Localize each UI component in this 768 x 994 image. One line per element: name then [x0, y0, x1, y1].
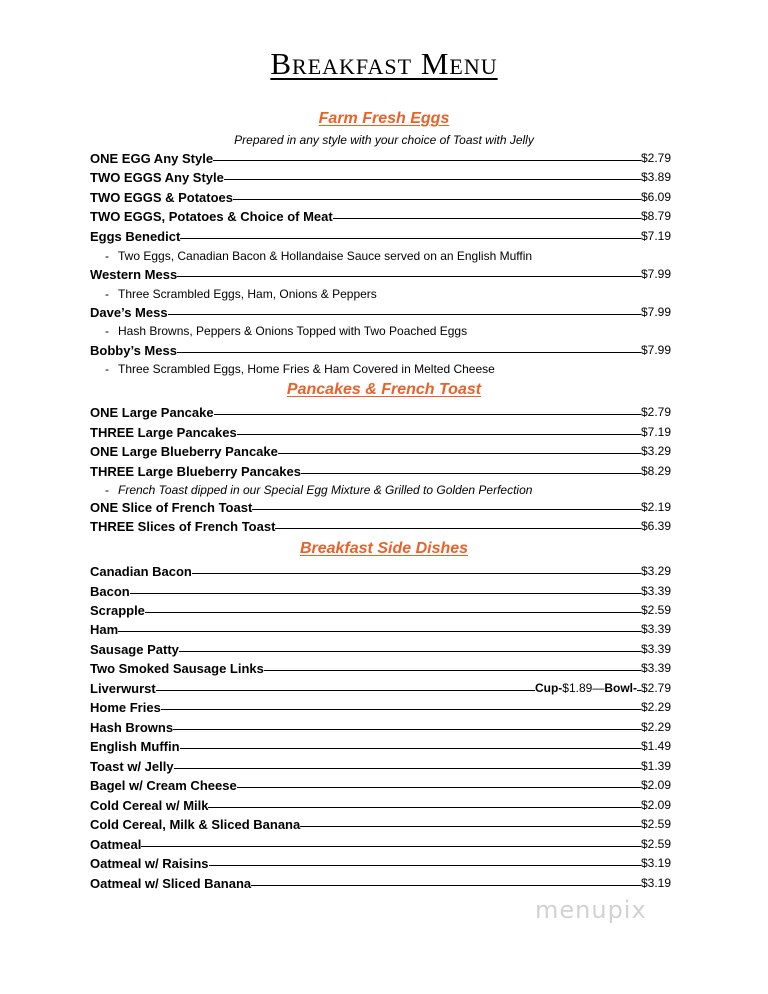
note-dash: -: [105, 483, 109, 497]
item-price: $8.79: [640, 209, 671, 223]
item-price: $8.29: [640, 464, 671, 478]
section-heading-sides: Breakfast Side Dishes: [299, 540, 469, 557]
menu-item: [90, 602, 671, 621]
cup-price: $1.89: [562, 681, 593, 695]
item-price: $2.79: [640, 151, 671, 165]
note-text: Hash Browns, Peppers & Onions Topped with Two Poached Eggs: [118, 324, 468, 338]
item-price: $2.19: [640, 500, 671, 514]
note-dash: -: [105, 287, 109, 301]
item-price: $2.79: [640, 405, 671, 419]
item-price: $2.29: [640, 720, 671, 734]
item-price: $7.19: [640, 425, 671, 439]
menu-item: [90, 777, 671, 796]
item-name: Canadian Bacon: [90, 564, 192, 579]
item-price: $6.09: [640, 190, 671, 204]
item-price: $2.29: [640, 700, 671, 714]
item-price: $6.39: [640, 519, 671, 533]
item-name: Eggs Benedict: [90, 229, 181, 244]
note-text: Three Scrambled Eggs, Home Fries & Ham Covered in Melted Cheese: [118, 362, 495, 376]
item-name: Toast w/ Jelly: [90, 759, 174, 774]
menu-item: [90, 150, 671, 169]
item-price: $7.99: [640, 267, 671, 281]
item-name: THREE Large Pancakes: [90, 425, 237, 440]
item-description: [105, 482, 532, 498]
item-name: Scrapple: [90, 603, 145, 618]
item-name: Cold Cereal, Milk & Sliced Banana: [90, 817, 301, 832]
note-dash: -: [105, 324, 109, 338]
item-name: ONE Large Blueberry Pancake: [90, 444, 278, 459]
item-name: Hash Browns: [90, 720, 174, 735]
menu-item: [90, 304, 671, 323]
menu-item: [90, 875, 671, 894]
item-price: $2.59: [640, 603, 671, 617]
item-price: $3.39: [640, 584, 671, 598]
item-description: [105, 323, 467, 339]
item-name: ONE EGG Any Style: [90, 151, 214, 166]
menu-item: [90, 836, 671, 855]
menu-item: [90, 816, 671, 835]
note-text: Two Eggs, Canadian Bacon & Hollandaise Sauce served on an English Muffin: [118, 249, 533, 263]
item-description: [105, 248, 532, 264]
item-name: Two Smoked Sausage Links: [90, 661, 264, 676]
item-name: TWO EGGS & Potatoes: [90, 190, 234, 205]
item-price: $1.49: [640, 739, 671, 753]
item-price: $3.39: [640, 642, 671, 656]
item-description: [105, 361, 495, 377]
item-price: $7.19: [640, 229, 671, 243]
item-name: Home Fries: [90, 700, 161, 715]
menupix-watermark: menupix: [535, 896, 647, 924]
cup-label: Cup-: [534, 681, 563, 695]
menu-item: [90, 463, 671, 482]
item-name: THREE Slices of French Toast: [90, 519, 276, 534]
menu-title: Breakfast Menu: [270, 46, 498, 81]
item-name: Oatmeal w/ Raisins: [90, 856, 209, 871]
menu-item: [90, 719, 671, 738]
item-price: $2.09: [640, 778, 671, 792]
menu-item: [90, 228, 671, 247]
menu-item: [90, 424, 671, 443]
item-name: ONE Large Pancake: [90, 405, 214, 420]
menu-item: [90, 641, 671, 660]
item-name: Dave’s Mess: [90, 305, 168, 320]
item-price: $1.39: [640, 759, 671, 773]
item-price: $7.99: [640, 343, 671, 357]
menu-item: [90, 169, 671, 188]
item-name: Cold Cereal w/ Milk: [90, 798, 209, 813]
item-name: ONE Slice of French Toast: [90, 500, 253, 515]
item-name: Bagel w/ Cream Cheese: [90, 778, 237, 793]
menu-item: [90, 208, 671, 227]
item-price: $3.29: [640, 564, 671, 578]
menu-item: [90, 342, 671, 361]
item-price: $3.19: [640, 856, 671, 870]
item-price: $3.39: [640, 622, 671, 636]
menu-item: [90, 699, 671, 718]
item-price: $7.99: [640, 305, 671, 319]
item-price: $2.59: [640, 817, 671, 831]
item-name: Liverwurst: [90, 681, 156, 696]
menu-item: [90, 738, 671, 757]
menu-item: [90, 621, 671, 640]
eggs-intro: Prepared in any style with your choice of Toast with Jelly: [234, 133, 534, 147]
item-name: Ham: [90, 622, 119, 637]
note-text: Three Scrambled Eggs, Ham, Onions & Peppers: [118, 287, 377, 301]
menu-item: [90, 499, 671, 518]
item-name: TWO EGGS Any Style: [90, 170, 224, 185]
item-price: $3.89: [640, 170, 671, 184]
item-price: $3.29: [640, 444, 671, 458]
menu-item: [90, 660, 671, 679]
item-name: Oatmeal: [90, 837, 142, 852]
item-name: Oatmeal w/ Sliced Banana: [90, 876, 252, 891]
item-price: $3.39: [640, 661, 671, 675]
item-name: Western Mess: [90, 267, 178, 282]
item-price: $2.59: [640, 837, 671, 851]
menu-item: [90, 266, 671, 285]
item-name: English Muffin: [90, 739, 180, 754]
item-name: Bobby’s Mess: [90, 343, 177, 358]
item-name: Bacon: [90, 584, 130, 599]
menu-item: [90, 758, 671, 777]
item-price: $2.09: [640, 798, 671, 812]
section-heading-pancakes: Pancakes & French Toast: [286, 381, 482, 398]
item-price: $3.19: [640, 876, 671, 890]
cup-bowl-prices: Cup-$1.89—Bowl-: [534, 681, 637, 695]
item-name: THREE Large Blueberry Pancakes: [90, 464, 301, 479]
menu-item: [90, 855, 671, 874]
note-text: French Toast dipped in our Special Egg Mixture & Grilled to Golden Perfection: [118, 483, 533, 497]
item-name: TWO EGGS, Potatoes & Choice of Meat: [90, 209, 333, 224]
menu-item: [90, 443, 671, 462]
menu-item: [90, 189, 671, 208]
menu-item: [90, 583, 671, 602]
item-name: Sausage Patty: [90, 642, 179, 657]
menu-item: [90, 563, 671, 582]
note-dash: -: [105, 362, 109, 376]
menu-item-liverwurst: [90, 680, 671, 699]
item-description: [105, 286, 377, 302]
menu-item: [90, 797, 671, 816]
bowl-label: Bowl-: [604, 681, 637, 695]
item-price: $2.79: [640, 681, 671, 695]
menu-item: [90, 404, 671, 423]
menu-item: [90, 518, 671, 537]
note-dash: -: [105, 249, 109, 263]
section-heading-eggs: Farm Fresh Eggs: [318, 110, 450, 127]
